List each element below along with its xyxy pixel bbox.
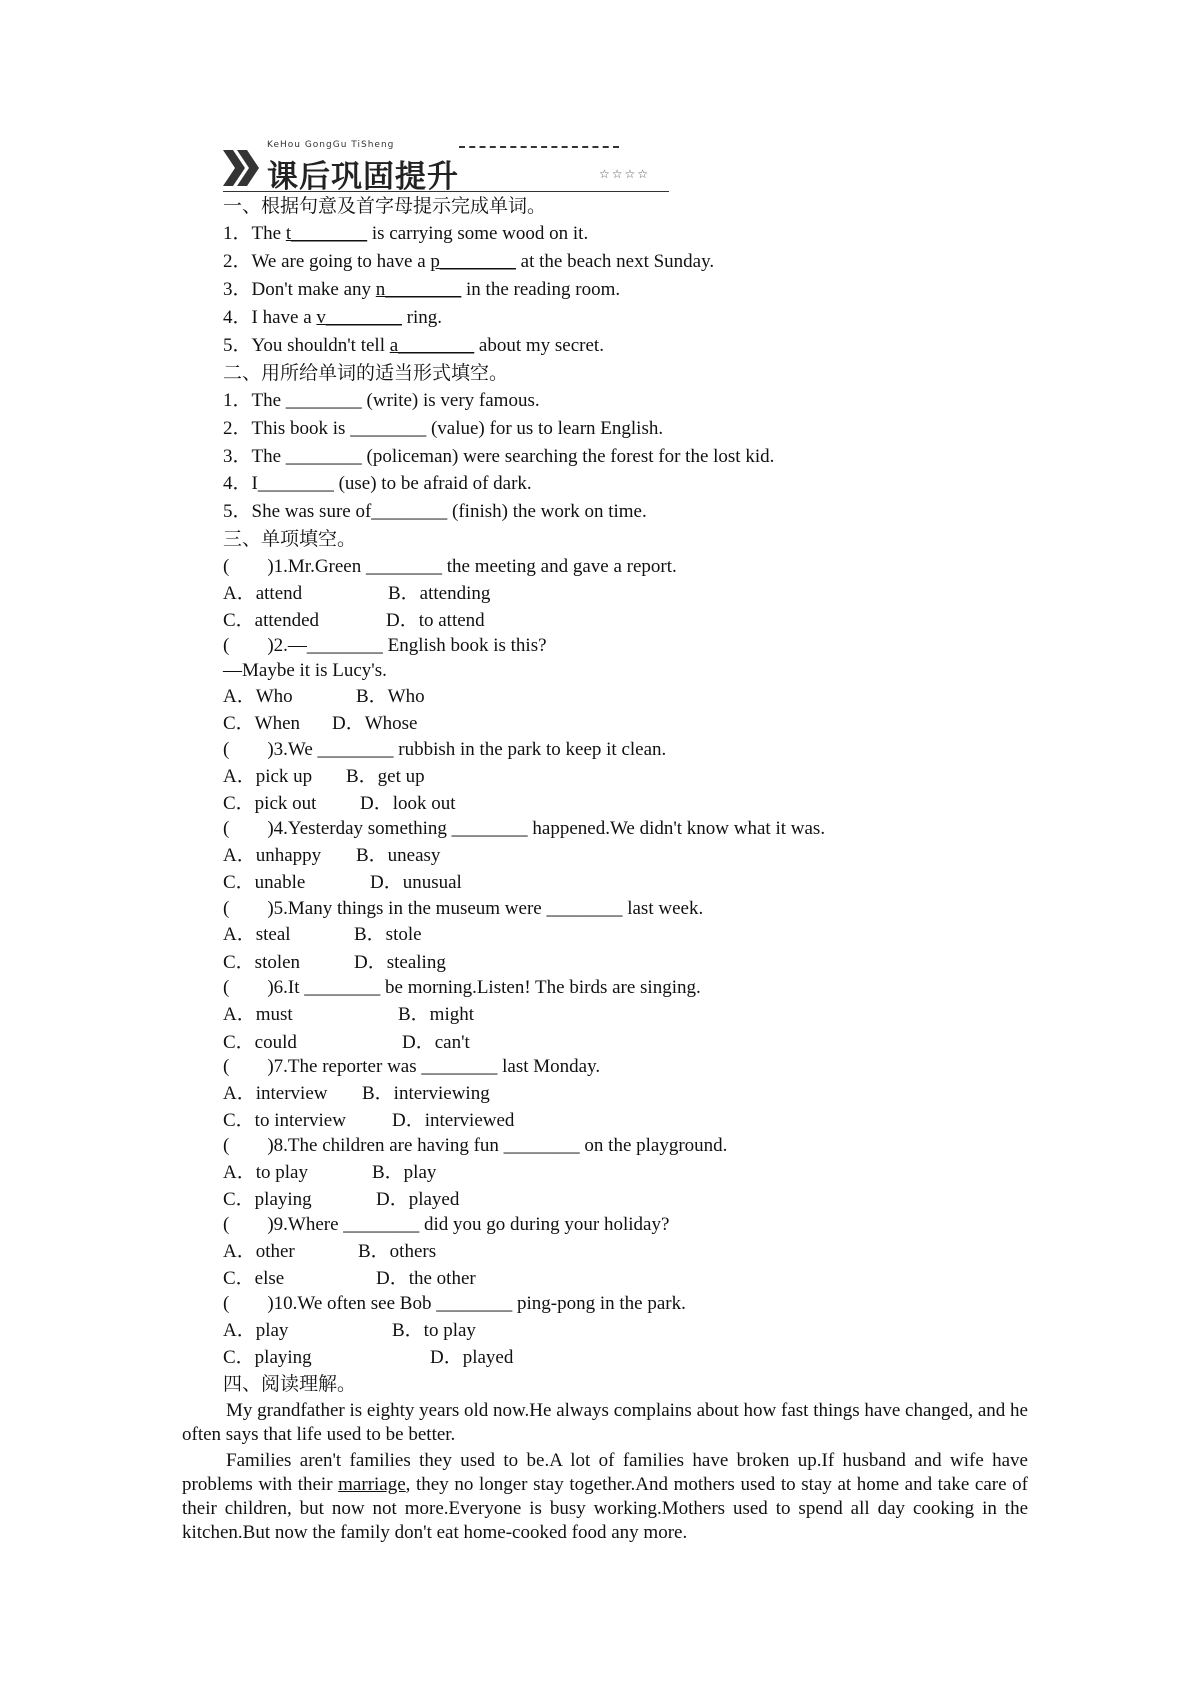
s2-item-1: 1．The ________ (write) is very famous. [223, 390, 540, 411]
q5-stem: ( )5.Many things in the museum were ________ last week. [223, 898, 704, 919]
s1-item-5: 5．You shouldn't tell a________ about my secret. [223, 335, 604, 356]
q9-option-d: D．the other [376, 1268, 476, 1289]
q1-option-d: D．to attend [386, 610, 485, 631]
q2-stem-reply: —Maybe it is Lucy's. [223, 660, 387, 681]
q6-option-a: A．must [223, 1004, 293, 1025]
q1-stem: ( )1.Mr.Green ________ the meeting and gave a report. [223, 556, 677, 577]
s1-item-3: 3．Don't make any n________ in the reading room. [223, 279, 621, 300]
q7-stem: ( )7.The reporter was ________ last Monday. [223, 1056, 601, 1077]
q5-option-b: B．stole [354, 924, 422, 945]
q2-option-d: D．Whose [332, 713, 418, 734]
difficulty-stars: ☆☆☆☆ [599, 167, 651, 181]
q5-option-d: D．stealing [354, 952, 446, 973]
q10-option-a: A．play [223, 1320, 289, 1341]
q10-option-b: B．to play [392, 1320, 476, 1341]
q3-option-b: B．get up [346, 766, 425, 787]
banner-pinyin: KeHou GongGu TiSheng [267, 140, 395, 150]
reading-paragraph-2: Families aren't families they used to be.A lot of families have broken up.If husband and wife have problems with their marriage, they no longer stay together.And mothers used to stay at home and take care of their children, but now not more.Everyone is busy working.Mothers used to spend all day cooking in the kitchen.But now the family don't eat home-cooked food any more. [182, 1450, 1028, 1543]
section1-title: 一、根据句意及首字母提示完成单词。 [223, 195, 547, 217]
section2-title: 二、用所给单词的适当形式填空。 [223, 362, 509, 384]
q6-option-b: B．might [398, 1004, 475, 1025]
q6-option-d: D．can't [402, 1032, 470, 1053]
s2-item-3: 3．The ________ (policeman) were searching the forest for the lost kid. [223, 446, 775, 467]
q2-option-c: C．When [223, 713, 301, 734]
q2-option-b: B．Who [356, 686, 425, 707]
banner-rule [223, 191, 669, 192]
q8-stem: ( )8.The children are having fun ________ on the playground. [223, 1135, 728, 1156]
q3-stem: ( )3.We ________ rubbish in the park to keep it clean. [223, 739, 667, 760]
q8-option-d: D．played [376, 1189, 460, 1210]
q3-option-a: A．pick up [223, 766, 313, 787]
q4-option-c: C．unable [223, 872, 306, 893]
q9-option-c: C．else [223, 1268, 285, 1289]
q7-option-a: A．interview [223, 1083, 328, 1104]
section4-title: 四、阅读理解。 [223, 1373, 357, 1395]
q10-option-c: C．playing [223, 1347, 312, 1368]
q6-stem: ( )6.It ________ be morning.Listen! The birds are singing. [223, 977, 701, 998]
banner-dashes [459, 146, 619, 148]
q4-option-b: B．uneasy [356, 845, 441, 866]
q7-option-c: C．to interview [223, 1110, 346, 1131]
s1-item-1: 1．The t________ is carrying some wood on it. [223, 223, 589, 244]
s1-item-2: 2．We are going to have a p________ at the beach next Sunday. [223, 251, 715, 272]
q8-option-a: A．to play [223, 1162, 308, 1183]
q2-option-a: A．Who [223, 686, 293, 707]
reading-paragraph-1: My grandfather is eighty years old now.He always complains about how fast things have changed, and he often says that life used to be better. [182, 1400, 1028, 1445]
q5-option-a: A．steal [223, 924, 291, 945]
q5-option-c: C．stolen [223, 952, 301, 973]
banner-title: 课后巩固提升 [267, 159, 459, 195]
q10-stem: ( )10.We often see Bob ________ ping-pong in the park. [223, 1293, 686, 1314]
section3-title: 三、单项填空。 [223, 528, 357, 550]
q4-option-a: A．unhappy [223, 845, 322, 866]
q9-stem: ( )9.Where ________ did you go during your holiday? [223, 1214, 670, 1235]
q10-option-d: D．played [430, 1347, 514, 1368]
q7-option-d: D．interviewed [392, 1110, 515, 1131]
q2-stem: ( )2.—________ English book is this? [223, 635, 547, 656]
q1-option-c: C．attended [223, 610, 320, 631]
s2-item-2: 2．This book is ________ (value) for us to learn English. [223, 418, 664, 439]
q9-option-b: B．others [358, 1241, 437, 1262]
s2-item-5: 5．She was sure of________ (finish) the work on time. [223, 501, 647, 522]
q3-option-d: D．look out [360, 793, 456, 814]
s2-item-4: 4．I________ (use) to be afraid of dark. [223, 473, 532, 494]
q6-option-c: C．could [223, 1032, 297, 1053]
q9-option-a: A．other [223, 1241, 295, 1262]
q3-option-c: C．pick out [223, 793, 317, 814]
double-chevron-icon [223, 148, 261, 188]
q7-option-b: B．interviewing [362, 1083, 490, 1104]
q1-option-a: A．attend [223, 583, 303, 604]
q1-option-b: B．attending [388, 583, 491, 604]
q4-stem: ( )4.Yesterday something ________ happened.We didn't know what it was. [223, 818, 826, 839]
s1-item-4: 4．I have a v________ ring. [223, 307, 443, 328]
q8-option-c: C．playing [223, 1189, 312, 1210]
q8-option-b: B．play [372, 1162, 437, 1183]
section-banner [223, 140, 669, 193]
q4-option-d: D．unusual [370, 872, 462, 893]
